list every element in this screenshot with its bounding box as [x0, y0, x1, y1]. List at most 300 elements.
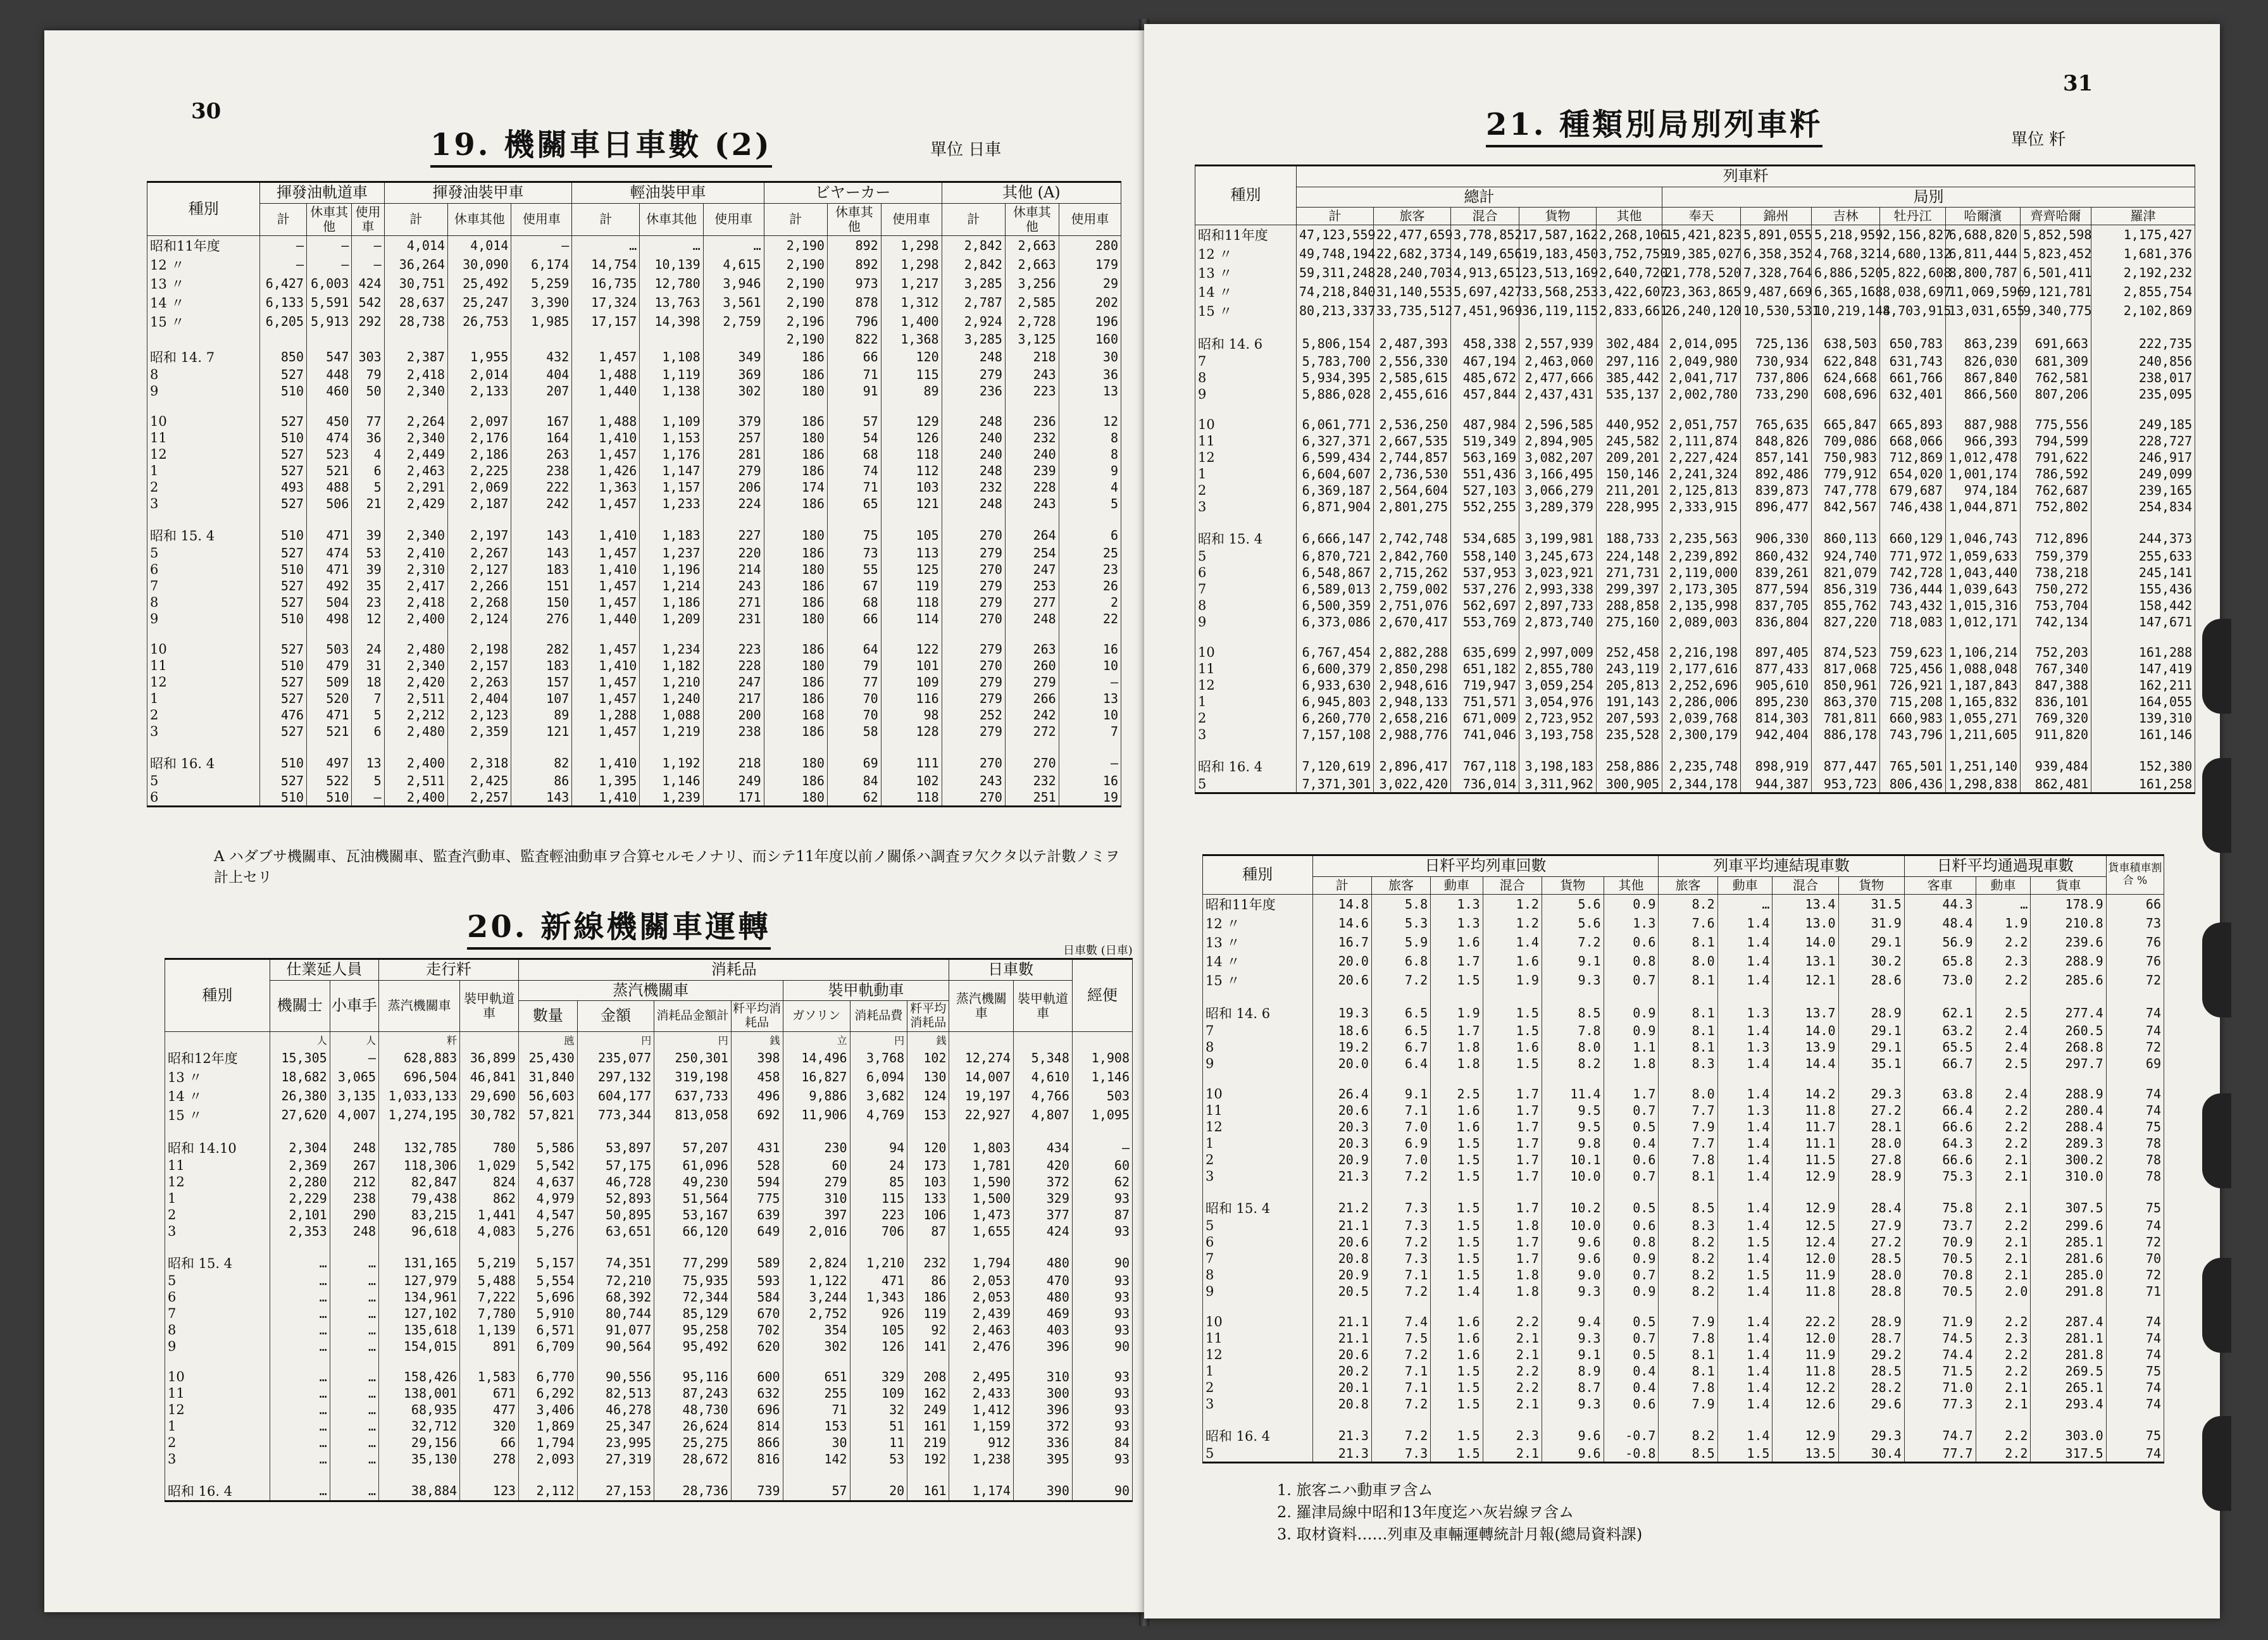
- table-cell: 631,743: [1880, 353, 1946, 370]
- table-cell: [379, 1124, 460, 1138]
- table-cell: 1.4: [1717, 1152, 1773, 1168]
- table-cell: 600: [731, 1369, 783, 1385]
- table-cell: 1,583: [460, 1369, 519, 1385]
- table-cell: 69: [827, 754, 881, 773]
- table-cell: [1519, 320, 1597, 334]
- table-cell: 6,061,771: [1297, 416, 1374, 433]
- table21-unit: 單位 粁: [2011, 130, 2066, 149]
- t21b-row: [1203, 1283, 2164, 1300]
- table-cell: 2,014,095: [1662, 334, 1741, 353]
- row-label: 14 〃: [165, 1086, 270, 1105]
- t19-row: [147, 526, 1121, 545]
- table-cell: 396: [1014, 1338, 1073, 1355]
- row-label: 7: [1195, 353, 1297, 370]
- table-cell: 736,014: [1451, 776, 1519, 793]
- table-cell: 243: [703, 578, 764, 594]
- table-cell: 0.4: [1604, 1135, 1659, 1152]
- table-cell: 1.4: [1717, 933, 1773, 952]
- table-cell: 434: [1014, 1138, 1073, 1157]
- table-cell: 1,781: [949, 1157, 1014, 1174]
- table-cell: 235,077: [577, 1048, 654, 1067]
- table-cell: [1717, 1072, 1773, 1086]
- table-cell: 850: [260, 347, 307, 366]
- table-cell: 3,135: [330, 1086, 378, 1105]
- t20-staff-header: 仕業延人員: [270, 959, 378, 981]
- table-cell: 133: [907, 1190, 949, 1207]
- table-cell: 93: [1072, 1418, 1132, 1434]
- table-cell: 8.0: [1542, 1039, 1604, 1055]
- table-cell: 20.6: [1312, 1346, 1371, 1363]
- table-cell: 431: [731, 1138, 783, 1157]
- table-cell: 892,486: [1741, 466, 1812, 482]
- table-cell: [511, 627, 572, 641]
- row-label: 3: [1203, 1168, 1313, 1184]
- table-cell: 254: [1005, 545, 1059, 561]
- row-label: 10: [147, 413, 260, 430]
- table-cell: 2,176: [448, 430, 511, 446]
- table-cell: 124: [907, 1086, 949, 1105]
- table-cell: 252,458: [1597, 644, 1662, 661]
- table-cell: 814: [731, 1418, 783, 1434]
- table-cell: 107: [511, 690, 572, 707]
- table-cell: 604,177: [577, 1086, 654, 1105]
- table-cell: 2,439: [949, 1305, 1014, 1322]
- table-cell: 527: [260, 495, 307, 512]
- table-cell: 77: [827, 674, 881, 690]
- table-cell: 1,457: [572, 690, 640, 707]
- t20-row: [165, 1322, 1133, 1338]
- table-cell: 12,780: [640, 274, 703, 293]
- table-cell: 847,388: [2021, 677, 2091, 693]
- table-cell: 2,842: [942, 255, 1005, 274]
- table-cell: 125: [881, 561, 942, 578]
- table-cell: 82: [511, 754, 572, 773]
- table-cell: [1976, 990, 2031, 1003]
- table-cell: 2,257: [448, 789, 511, 807]
- table-cell: 19,385,027: [1662, 244, 1741, 263]
- table-cell: 74: [2106, 1217, 2164, 1234]
- table-cell: 71.5: [1904, 1363, 1976, 1379]
- table-cell: [1542, 1300, 1604, 1314]
- table-cell: 186: [764, 495, 827, 512]
- row-label: 10: [165, 1369, 270, 1385]
- table-cell: 553,769: [1451, 614, 1519, 630]
- table-cell: [1072, 1031, 1132, 1048]
- table-cell: 220: [703, 545, 764, 561]
- table-cell: 1,410: [572, 754, 640, 773]
- unit-cell: 銭: [907, 1031, 949, 1048]
- row-label: 15 〃: [165, 1105, 270, 1124]
- table-cell: [460, 1467, 519, 1481]
- table-cell: 20.0: [1312, 952, 1371, 971]
- table-cell: [1838, 1412, 1904, 1426]
- table-cell: 7.4: [1371, 1314, 1430, 1330]
- row-label: 14 〃: [147, 293, 260, 312]
- table-cell: 2,318: [448, 754, 511, 773]
- table-cell: 22,477,659: [1374, 225, 1451, 245]
- table-cell: 953,723: [1812, 776, 1880, 793]
- table-cell: 180: [764, 789, 827, 807]
- table-cell: [1773, 1412, 1838, 1426]
- table-cell: 2.3: [1976, 952, 2031, 971]
- table-cell: 12.6: [1773, 1396, 1838, 1412]
- t20-units-row: [165, 1031, 1133, 1048]
- table-cell: 224: [703, 495, 764, 512]
- table-cell: 2,192,232: [2091, 263, 2195, 282]
- row-label: [147, 627, 260, 641]
- table-cell: 551,436: [1451, 466, 1519, 482]
- table-cell: …: [330, 1369, 378, 1385]
- table-cell: [1451, 515, 1519, 529]
- table-cell: 9.5: [1542, 1102, 1604, 1119]
- table-cell: 1.4: [1717, 1217, 1773, 1234]
- table-cell: 74,351: [577, 1253, 654, 1272]
- table-cell: [2106, 1412, 2164, 1426]
- table-cell: 27.2: [1838, 1102, 1904, 1119]
- table-cell: 290: [330, 1207, 378, 1223]
- table-cell: 285.6: [2031, 971, 2106, 990]
- t21b-row: [1203, 1300, 2164, 1314]
- table-cell: 186: [764, 674, 827, 690]
- table-cell: 2,455,616: [1374, 386, 1451, 402]
- table-cell: 105: [881, 526, 942, 545]
- row-label: [165, 1355, 270, 1369]
- table-cell: 123: [460, 1481, 519, 1501]
- table-cell: …: [330, 1401, 378, 1418]
- table-cell: 1.4: [1717, 1330, 1773, 1346]
- t19-row: [147, 773, 1121, 789]
- table-cell: 2.2: [1976, 1426, 2031, 1445]
- table-cell: [2106, 1072, 2164, 1086]
- table-cell: [1741, 630, 1812, 644]
- t21b-row: [1203, 1346, 2164, 1363]
- table-cell: 372: [1014, 1174, 1073, 1190]
- table-cell: 753,704: [2021, 597, 2091, 614]
- table-cell: 50,895: [577, 1207, 654, 1223]
- table-cell: 2,997,009: [1519, 644, 1597, 661]
- table-cell: 1,908: [1072, 1048, 1132, 1067]
- sub-header: 休車其他: [307, 203, 352, 235]
- table-cell: 1.3: [1717, 1003, 1773, 1022]
- table-cell: 8.2: [1659, 1283, 1717, 1300]
- table-cell: 1.4: [1717, 1022, 1773, 1039]
- table-cell: 65.5: [1904, 1039, 1976, 1055]
- table-cell: 2,229: [270, 1190, 330, 1207]
- table-cell: [1014, 1124, 1073, 1138]
- table-cell: 1,088: [640, 707, 703, 723]
- table-cell: 254,834: [2091, 499, 2195, 515]
- table-cell: 114: [881, 611, 942, 627]
- table-cell: 248: [942, 347, 1005, 366]
- table-cell: 730,934: [1741, 353, 1812, 370]
- table-cell: 2.2: [1976, 1119, 2031, 1135]
- table-cell: 762,581: [2021, 370, 2091, 386]
- row-label: [147, 399, 260, 413]
- table-cell: 2.1: [1483, 1445, 1542, 1463]
- table-cell: 966,393: [1946, 433, 2021, 449]
- table-cell: 36,899: [460, 1048, 519, 1067]
- table-cell: 95,492: [654, 1338, 732, 1355]
- t20-row: [165, 1239, 1133, 1253]
- table-cell: 171: [703, 789, 764, 807]
- table-cell: [1946, 515, 2021, 529]
- table-cell: 32,712: [379, 1418, 460, 1434]
- table-cell: 2,051,757: [1662, 416, 1741, 433]
- table-cell: 2,124: [448, 611, 511, 627]
- row-label: 12 〃: [147, 255, 260, 274]
- table-cell: 70: [827, 707, 881, 723]
- table-cell: 2,417: [384, 578, 447, 594]
- table-cell: 31,840: [518, 1067, 577, 1086]
- t21-row: [1195, 244, 2195, 263]
- table-cell: 866,560: [1946, 386, 2021, 402]
- table-cell: 9,487,669: [1741, 282, 1812, 301]
- table-cell: 51,564: [654, 1190, 732, 1207]
- table-cell: [307, 627, 352, 641]
- table-cell: 1.1: [1604, 1039, 1659, 1055]
- t21-row: [1195, 529, 2195, 548]
- row-label: 昭和 14. 6: [1195, 334, 1297, 353]
- table-cell: 1,457: [572, 347, 640, 366]
- t19-row: [147, 235, 1121, 255]
- table-cell: 2,640,720: [1597, 263, 1662, 282]
- table-cell: [1297, 515, 1374, 529]
- unit-cell: 粁: [379, 1031, 460, 1048]
- table-cell: [764, 740, 827, 754]
- table-cell: …: [270, 1481, 330, 1501]
- t21b-row: [1203, 1330, 2164, 1346]
- table-cell: 270: [942, 526, 1005, 545]
- table-cell: 76: [2106, 952, 2164, 971]
- table-cell: [270, 1239, 330, 1253]
- table-cell: 186: [764, 463, 827, 479]
- table-cell: 235,095: [2091, 386, 2195, 402]
- t20-row: [165, 1272, 1133, 1289]
- row-label: 1: [165, 1190, 270, 1207]
- table-cell: 2,429: [384, 495, 447, 512]
- table-cell: 132,785: [379, 1138, 460, 1157]
- table-cell: 2,850,298: [1374, 661, 1451, 677]
- table-cell: 1,033,133: [379, 1086, 460, 1105]
- table-cell: 1,210: [640, 674, 703, 690]
- table-cell: 527: [260, 723, 307, 740]
- table-cell: [1662, 630, 1741, 644]
- table-cell: 746,438: [1880, 499, 1946, 515]
- table-cell: 2,340: [384, 526, 447, 545]
- table-cell: 1,274,195: [379, 1105, 460, 1124]
- table-cell: 280: [1059, 235, 1121, 255]
- table-cell: 2.2: [1976, 933, 2031, 952]
- table-cell: 1.3: [1431, 914, 1483, 933]
- table-cell: 46,841: [460, 1067, 519, 1086]
- table-cell: 6.5: [1371, 1022, 1430, 1039]
- table-cell: 75,935: [654, 1272, 732, 1289]
- table-cell: 4,007: [330, 1105, 378, 1124]
- table-cell: 1.5: [1717, 1267, 1773, 1283]
- unit-cell: 円: [654, 1031, 732, 1048]
- table-cell: 527: [260, 545, 307, 561]
- sub-header: 其他: [1604, 876, 1659, 894]
- table-cell: 775: [731, 1190, 783, 1207]
- table-cell: 232: [907, 1253, 949, 1272]
- table-cell: 537,276: [1451, 581, 1519, 597]
- row-label: 12: [165, 1401, 270, 1418]
- table-cell: 6,260,770: [1297, 710, 1374, 726]
- table-cell: [640, 331, 703, 347]
- table-cell: 1,174: [949, 1481, 1014, 1501]
- table-cell: 1,441: [460, 1207, 519, 1223]
- table-cell: 432: [511, 347, 572, 366]
- table-cell: 2,156,827: [1880, 225, 1946, 245]
- t19-row: [147, 657, 1121, 674]
- table-cell: [783, 1239, 850, 1253]
- t20-notecol-header: 經便: [1072, 959, 1132, 1032]
- table-cell: 10,139: [640, 255, 703, 274]
- table-cell: 83,215: [379, 1207, 460, 1223]
- table-cell: 13: [1059, 690, 1121, 707]
- table-cell: 2,127: [448, 561, 511, 578]
- table-cell: 1.4: [1717, 971, 1773, 990]
- t21-row: [1195, 776, 2195, 793]
- page-number: 31: [2063, 71, 2093, 96]
- table-cell: [1904, 1300, 1976, 1314]
- table-cell: 51: [850, 1418, 907, 1434]
- table-cell: 510: [260, 430, 307, 446]
- table-cell: 403: [1014, 1322, 1073, 1338]
- table-cell: 863,370: [1812, 693, 1880, 710]
- t21b-row: [1203, 1445, 2164, 1463]
- table-cell: 747,778: [1812, 482, 1880, 499]
- table-cell: 622,848: [1812, 353, 1880, 370]
- table-cell: 661,766: [1880, 370, 1946, 386]
- table-cell: 242: [511, 495, 572, 512]
- table-cell: 227: [703, 526, 764, 545]
- table-cell: 1,655: [949, 1223, 1014, 1239]
- table-cell: 862: [460, 1190, 519, 1207]
- table-cell: 924,740: [1812, 548, 1880, 564]
- table-cell: 2,663: [1005, 235, 1059, 255]
- table-cell: 887,988: [1946, 416, 2021, 433]
- table-cell: 2,268,106: [1597, 225, 1662, 245]
- table-cell: 4: [1059, 479, 1121, 495]
- table-cell: 105: [850, 1322, 907, 1338]
- table-cell: 1,233: [640, 495, 703, 512]
- table-cell: 14,398: [640, 312, 703, 331]
- table-cell: 86: [907, 1272, 949, 1289]
- table-cell: 29.1: [1838, 1039, 1904, 1055]
- table-cell: 248: [942, 495, 1005, 512]
- table-cell: 2,123: [448, 707, 511, 723]
- table-cell: 11.1: [1773, 1135, 1838, 1152]
- table-cell: 1,440: [572, 611, 640, 627]
- row-label: [147, 740, 260, 754]
- sub-header: 貨車: [2031, 876, 2106, 894]
- table-cell: [1604, 1412, 1659, 1426]
- table-cell: 277: [1005, 594, 1059, 611]
- table-cell: 6,666,147: [1297, 529, 1374, 548]
- table-cell: [1371, 1072, 1430, 1086]
- table-cell: [1773, 1184, 1838, 1198]
- table-cell: 2,896,417: [1374, 757, 1451, 776]
- row-label: 3: [147, 495, 260, 512]
- table-cell: 4,014: [448, 235, 511, 255]
- table-cell: 75: [2106, 1426, 2164, 1445]
- sub-header: 休車其他: [1005, 203, 1059, 235]
- table-cell: [654, 1239, 732, 1253]
- table-cell: 87: [1072, 1207, 1132, 1223]
- table-cell: 1.6: [1483, 1039, 1542, 1055]
- table-cell: 6,767,454: [1297, 644, 1374, 661]
- table-cell: 3,193,758: [1519, 726, 1597, 743]
- table-cell: 1.4: [1717, 1283, 1773, 1300]
- table-cell: 510: [260, 754, 307, 773]
- table-cell: 973: [827, 274, 881, 293]
- table-cell: 5,806,154: [1297, 334, 1374, 353]
- table-cell: 827,220: [1812, 614, 1880, 630]
- table-cell: 28.7: [1838, 1330, 1904, 1346]
- table-cell: 147,419: [2091, 661, 2195, 677]
- table-cell: 72,344: [654, 1289, 732, 1305]
- table-cell: 471: [307, 526, 352, 545]
- row-label: 1: [1195, 693, 1297, 710]
- table-cell: 66.4: [1904, 1102, 1976, 1119]
- table-cell: 248: [1005, 611, 1059, 627]
- table-cell: 620: [731, 1338, 783, 1355]
- table-cell: 79: [352, 366, 384, 383]
- table-cell: 4,615: [703, 255, 764, 274]
- table-cell: 632: [731, 1385, 783, 1401]
- table-cell: 1,059,633: [1946, 548, 2021, 564]
- table-cell: 329: [850, 1369, 907, 1385]
- table-cell: 3,682: [850, 1086, 907, 1105]
- table-cell: 297,132: [577, 1067, 654, 1086]
- table-cell: 29,156: [379, 1434, 460, 1451]
- table-cell: [1431, 1184, 1483, 1198]
- row-label: 昭和 14. 6: [1203, 1003, 1313, 1022]
- table-cell: 1,175,427: [2091, 225, 2195, 245]
- table-cell: 750,272: [2021, 581, 2091, 597]
- table-cell: 10: [1059, 707, 1121, 723]
- table-cell: 471: [307, 707, 352, 723]
- table-cell: 715,208: [1880, 693, 1946, 710]
- table-cell: [640, 740, 703, 754]
- table-cell: 85: [850, 1174, 907, 1190]
- table-cell: 5,259: [511, 274, 572, 293]
- table-cell: 769,320: [2021, 710, 2091, 726]
- row-label: 11: [147, 430, 260, 446]
- table-cell: [1604, 1300, 1659, 1314]
- table-cell: 7.3: [1371, 1198, 1430, 1217]
- table-cell: 1.5: [1717, 1234, 1773, 1250]
- table-cell: [307, 399, 352, 413]
- table-cell: 839,261: [1741, 564, 1812, 581]
- table-cell: [2106, 1300, 2164, 1314]
- table-cell: 240: [1005, 446, 1059, 463]
- table-cell: 20.2: [1312, 1363, 1371, 1379]
- table-cell: 300.2: [2031, 1152, 2106, 1168]
- table-cell: 202: [1059, 293, 1121, 312]
- table-cell: 1.4: [1717, 952, 1773, 971]
- table-cell: 780: [460, 1138, 519, 1157]
- row-label: 昭和 15. 4: [165, 1253, 270, 1272]
- table-cell: 563,169: [1451, 449, 1519, 466]
- table-cell: 7.2: [1371, 1396, 1430, 1412]
- table-cell: 300,905: [1597, 776, 1662, 793]
- t20-row: [165, 1174, 1133, 1190]
- table-cell: 79: [827, 657, 881, 674]
- table-cell: 0.4: [1604, 1363, 1659, 1379]
- table-cell: 1.7: [1431, 1022, 1483, 1039]
